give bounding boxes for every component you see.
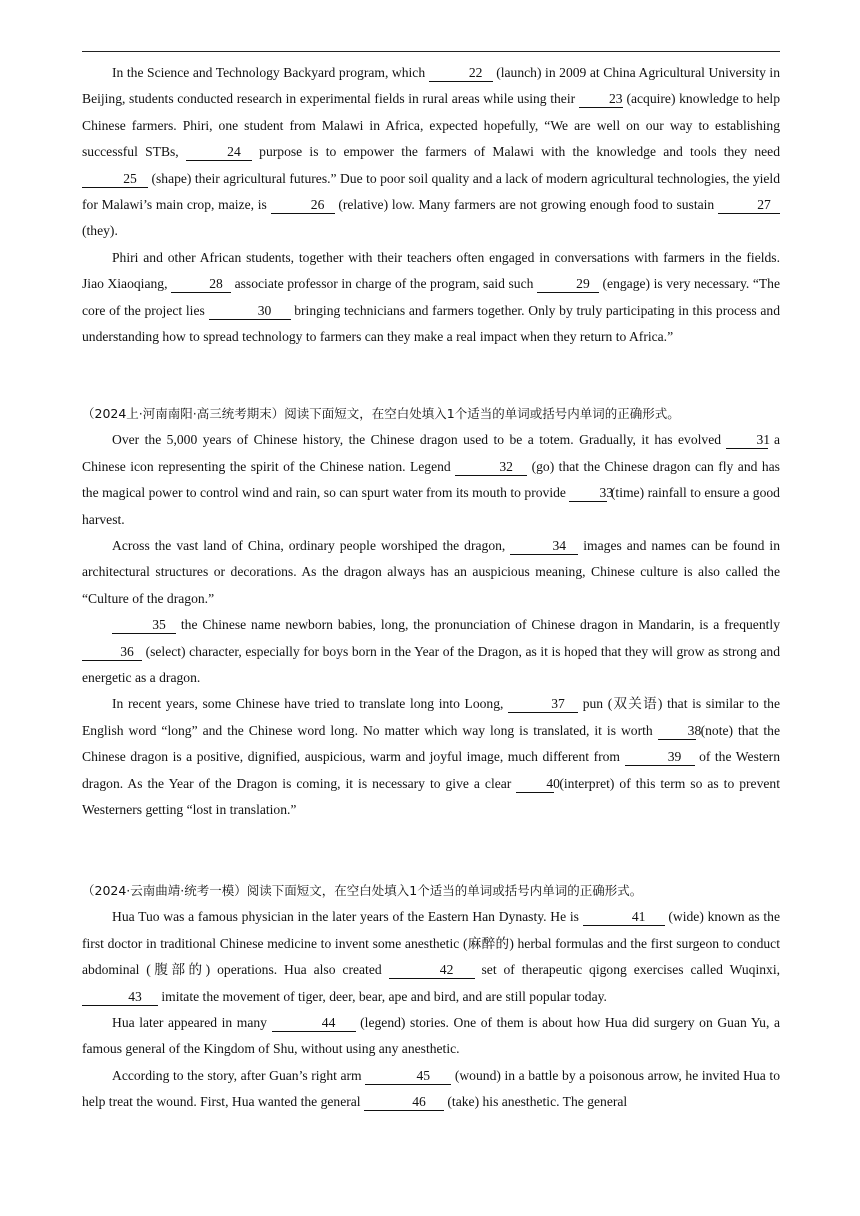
blank-46[interactable]: 46	[364, 1094, 444, 1111]
blank-27[interactable]: 27	[718, 197, 780, 214]
text: Hua later appeared in many	[112, 1015, 267, 1031]
blank-32[interactable]: 32	[455, 459, 527, 476]
blank-38[interactable]: 38	[658, 723, 696, 740]
paragraph	[82, 245, 780, 351]
passage-1	[82, 60, 780, 350]
text: images and names can be found in architectural structures or decorations. As the dragon always has an auspicious meaning, Chinese culture is also called the “Culture of the dragon.”	[82, 538, 780, 606]
text: (shape) their agricultural futures.” Due to poor soil quality and a lack of modern agricultural technologies, the yield for Malawi’s main crop, maize, is	[82, 170, 780, 213]
text: (time) rainfall to ensure a good harvest.	[82, 485, 780, 527]
blank-37[interactable]: 37	[508, 696, 578, 713]
blank-44[interactable]: 44	[272, 1015, 356, 1032]
blank-34[interactable]: 34	[510, 538, 578, 555]
text: purpose is to empower the farmers of Malawi with the knowledge and tools they need	[259, 144, 780, 160]
text: In the Science and Technology Backyard program, which	[112, 65, 426, 80]
text: pun (双关语) that is similar to the English word “long” and the Chinese word long. No matter which way long is translated, it is worth	[82, 696, 780, 738]
text: (launch) in 2009 at China Agricultural University in Beijing, students conducted research in experimental fields in rural areas while using their	[82, 65, 780, 107]
paragraph	[82, 427, 780, 533]
blank-33[interactable]: 33	[569, 485, 607, 502]
header-rule	[82, 51, 780, 52]
text: imitate the movement of tiger, deer, bear, ape and bird, and are still popular today.	[161, 988, 607, 1004]
text: (they).	[82, 223, 118, 239]
text: According to the story, after Guan’s right arm	[112, 1067, 362, 1083]
text: Over the 5,000 years of Chinese history, the Chinese dragon used to be a totem. Gradually, it has evolved	[112, 432, 722, 448]
text: the Chinese name newborn babies, long, the pronunciation of Chinese dragon in Mandarin, is a frequently	[180, 617, 780, 633]
text: associate professor in charge of the program, said such	[234, 276, 534, 292]
blank-35[interactable]: 35	[112, 617, 176, 634]
blank-39[interactable]: 39	[625, 749, 695, 766]
passage-3	[82, 878, 780, 1116]
text: (go) that the Chinese dragon can fly and has the magical power to control wind and rain, so can spurt water from its mouth to provide	[82, 458, 780, 501]
blank-42[interactable]: 42	[389, 962, 475, 979]
text: In recent years, some Chinese have tried to translate long into Loong,	[112, 696, 504, 712]
text: bringing technicians and farmers together. Only by truly participating in this process and understanding how to spread technology to farmers can they make a real impact when they return to Africa.”	[82, 302, 780, 345]
blank-36[interactable]: 36	[82, 644, 142, 661]
question-instruction: （2024上·河南南阳·高三统考期末）阅读下面短文，在空白处填入1个适当的单词或括号内单词的正确形式。	[82, 406, 680, 421]
text: Phiri and other African students, together with their teachers often engaged in conversations with farmers in the fields. Jiao Xiaoqiang,	[82, 249, 780, 292]
paragraph	[82, 533, 780, 612]
text: Hua Tuo was a famous physician in the later years of the Eastern Han Dynasty. He is	[112, 909, 579, 925]
text: Across the vast land of China, ordinary people worshiped the dragon,	[112, 538, 506, 554]
text: (legend) stories. One of them is about how Hua did surgery on Guan Yu, a famous general of the Kingdom of Shu, without using any anesthetic.	[82, 1015, 780, 1057]
text: (wound) in a battle by a poisonous arrow, he invited Hua to help treat the wound. First, Hua wanted the general	[82, 1067, 780, 1110]
blank-29[interactable]: 29	[537, 276, 599, 293]
blank-40[interactable]: 40	[516, 776, 554, 793]
text: (take) his anesthetic. The general	[447, 1094, 628, 1110]
text: a Chinese icon representing the spirit of the Chinese nation. Legend	[82, 432, 780, 474]
paragraph	[82, 904, 780, 1010]
text: (engage) is very necessary. “The core of the project lies	[82, 276, 781, 318]
text: (select) character, especially for boys born in the Year of the Dragon, as it is hoped that they will grow as strong and energetic as a dragon.	[82, 643, 780, 686]
passage-2	[82, 401, 780, 824]
text: (acquire) knowledge to help Chinese farmers. Phiri, one student from Malawi in Africa, expected hopefully, “We are well on our way to establishing successful STBs,	[82, 91, 781, 160]
text: (wide) known as the first doctor in traditional Chinese medicine to invent some anesthetic (麻醉的) herbal formulas and the first surgeon to conduct abdominal (腹部的) operations. Hua also created	[82, 909, 780, 978]
blank-43[interactable]: 43	[82, 989, 158, 1006]
question-instruction: （2024·云南曲靖·统考一模）阅读下面短文，在空白处填入1个适当的单词或括号内单词的正确形式。	[82, 883, 643, 898]
blank-26[interactable]: 26	[271, 197, 335, 214]
paragraph	[82, 691, 780, 823]
text: of the Western dragon. As the Year of the Dragon is coming, it is necessary to give a clear	[82, 749, 780, 791]
blank-23[interactable]: 23	[579, 91, 623, 108]
paragraph	[82, 1063, 780, 1116]
blank-41[interactable]: 41	[583, 909, 665, 926]
blank-22[interactable]: 22	[429, 65, 493, 82]
blank-45[interactable]: 45	[365, 1068, 451, 1085]
text: set of therapeutic qigong exercises called Wuqinxi,	[481, 962, 780, 978]
blank-25[interactable]: 25	[82, 171, 148, 188]
paragraph	[82, 1010, 780, 1063]
blank-24[interactable]: 24	[186, 144, 252, 161]
paragraph	[82, 612, 780, 691]
text: (note) that the Chinese dragon is a positive, dignified, auspicious, warm and joyful image, much different from	[82, 722, 780, 765]
blank-31[interactable]: 31	[726, 432, 768, 449]
blank-28[interactable]: 28	[171, 276, 231, 293]
text: (relative) low. Many farmers are not growing enough food to sustain	[338, 197, 715, 213]
blank-30[interactable]: 30	[209, 303, 291, 320]
paragraph	[82, 60, 780, 245]
text: (interpret) of this term so as to prevent Westerners getting “lost in translation.”	[82, 775, 780, 818]
